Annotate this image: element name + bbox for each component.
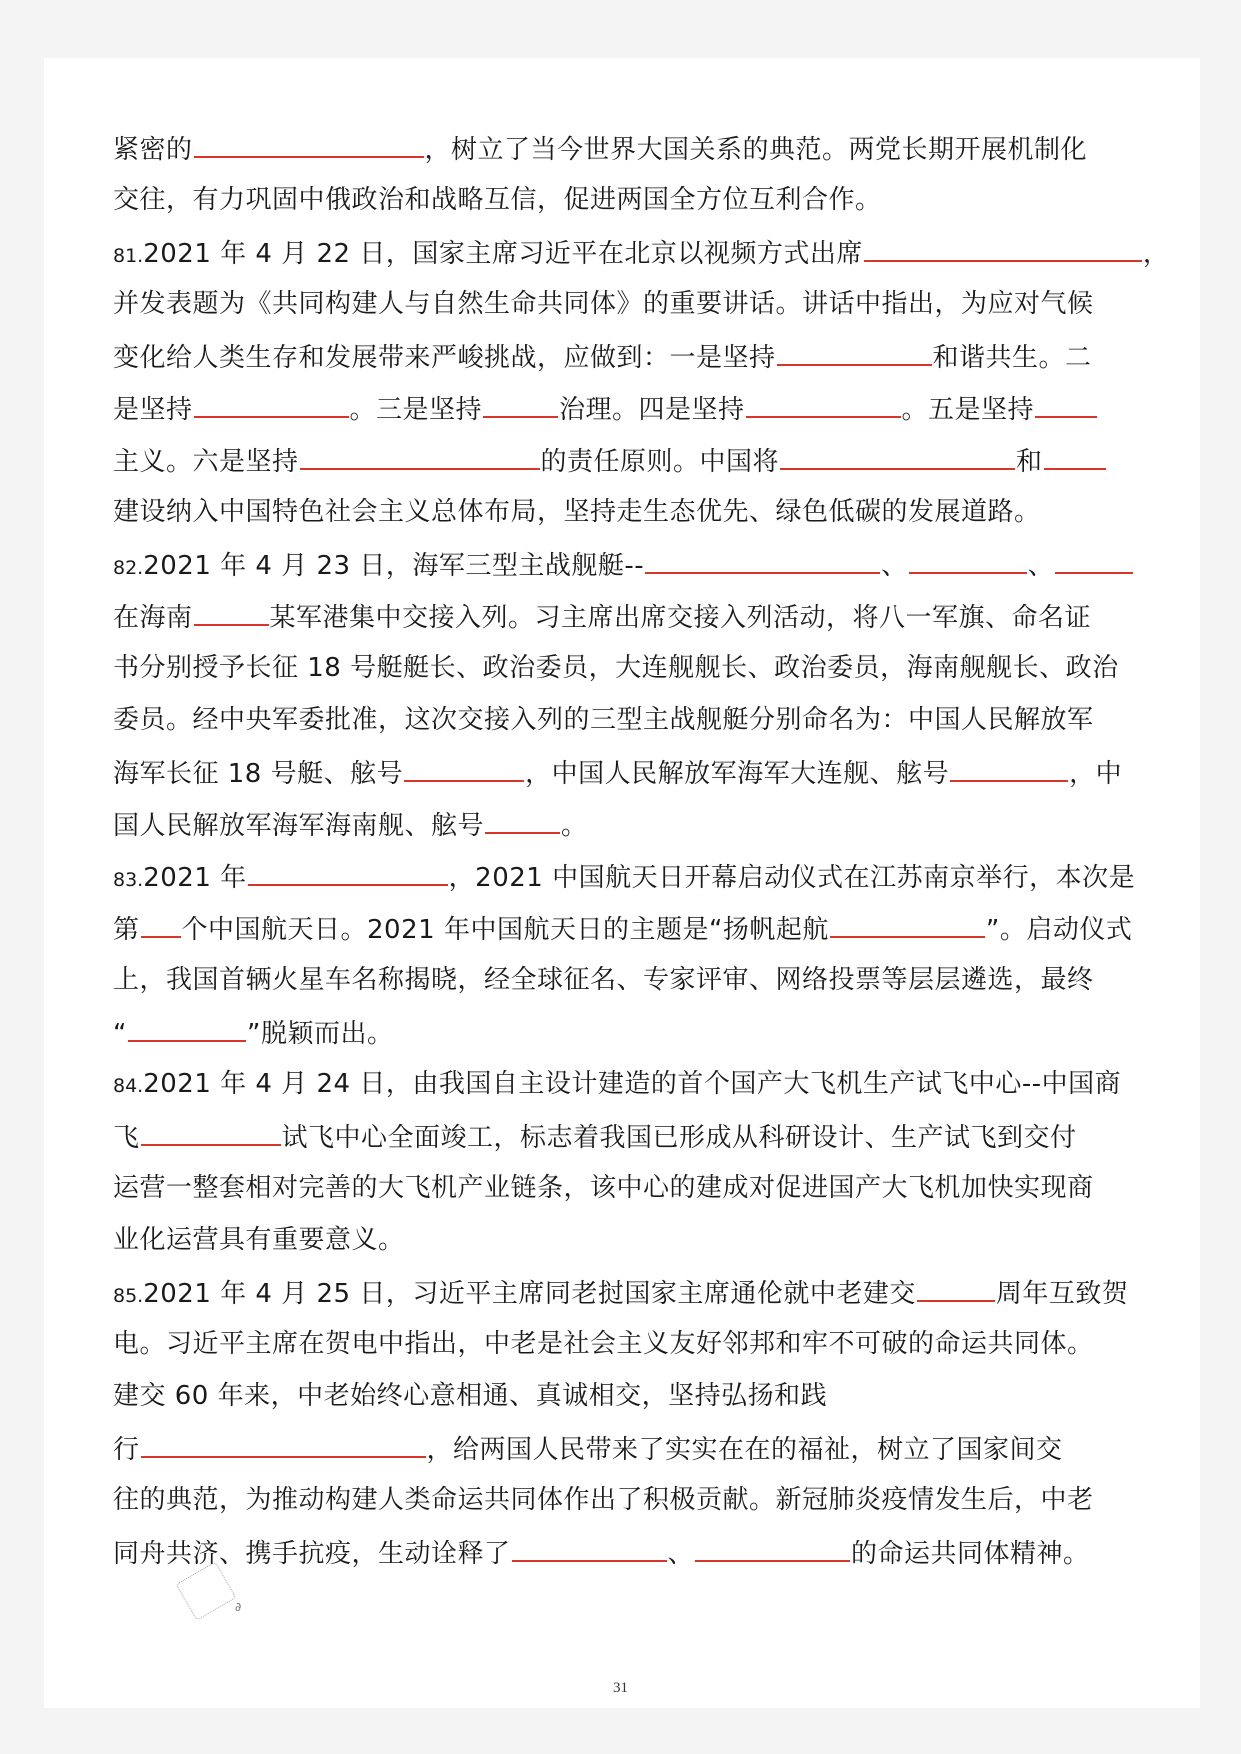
text-line (113, 1324, 1094, 1364)
text-line (113, 284, 1094, 324)
line-text: 交往，有力巩固中俄政治和战略互信，促进两国全方位互利合作。 (113, 185, 882, 215)
text-line (113, 180, 882, 220)
line-text: ”脱颖而出。 (246, 1019, 394, 1049)
line-text: 2021 年 4 月 23 日，海军三型主战舰艇-- (143, 551, 645, 581)
text-line (113, 960, 1094, 1000)
fill-in-blank[interactable] (909, 544, 1027, 574)
line-text: ，2021 中国航天日开幕启动仪式在江苏南京举行，本次是 (448, 863, 1136, 893)
text-line (113, 1168, 1094, 1208)
line-text: 变化给人类生存和发展带来严峻挑战，应做到：一是坚持 (113, 343, 776, 373)
fill-in-blank[interactable] (864, 232, 1142, 262)
line-text: “ (113, 1019, 127, 1049)
line-text: 往的典范，为推动构建人类命运共同体作出了积极贡献。新冠肺炎疫情发生后，中老 (113, 1485, 1094, 1515)
line-text: 运营一整套相对完善的大飞机产业链条，该中心的建成对促进国产大飞机加快实现商 (113, 1173, 1094, 1203)
text-line (113, 648, 1119, 688)
line-text: 上，我国首辆火星车名称揭晓，经全球征名、专家评审、网络投票等层层遴选，最终 (113, 965, 1094, 995)
line-text: 。 (561, 811, 588, 841)
text-line (113, 1272, 1128, 1312)
line-text: 。五是坚持 (901, 395, 1035, 425)
text-line (113, 1220, 405, 1260)
question-number: 81. (113, 245, 144, 267)
line-text: 业化运营具有重要意义。 (113, 1225, 405, 1255)
line-text: ，中 (1069, 759, 1123, 789)
line-text: 飞 (113, 1123, 140, 1153)
text-line (113, 856, 1135, 896)
line-text: 第 (113, 915, 140, 945)
fill-in-blank[interactable] (128, 1012, 246, 1042)
page-number: 31 (613, 1680, 628, 1696)
text-line (113, 1116, 1077, 1156)
text-line (113, 336, 1092, 376)
fill-in-blank[interactable] (1055, 544, 1133, 574)
text-line (113, 388, 1098, 428)
line-text: 2021 年 4 月 22 日，国家主席习近平在北京以视频方式出席 (143, 239, 863, 269)
fill-in-blank[interactable] (830, 908, 985, 938)
fill-in-blank[interactable] (483, 388, 558, 418)
text-line (113, 752, 1122, 792)
line-text: ，给两国人民带来了实实在在的福祉，树立了国家间交 (426, 1435, 1063, 1465)
line-text: 电。习近平主席在贺电中指出，中老是社会主义友好邻邦和牢不可破的命运共同体。 (113, 1329, 1094, 1359)
line-text: ，中国人民解放军海军大连舰、舷号 (525, 759, 950, 789)
line-text: 2021 年 4 月 24 日，由我国自主设计建造的首个国产大飞机生产试飞中心--中国商 (143, 1069, 1122, 1099)
line-text: 和谐共生。二 (932, 343, 1092, 373)
text-line (113, 1012, 393, 1052)
line-text: 建交 60 年来，中老始终心意相通、真诚相交，坚持弘扬和践 (113, 1381, 828, 1411)
fill-in-blank[interactable] (404, 752, 524, 782)
line-text: 书分别授予长征 18 号艇艇长、政治委员，大连舰舰长、政治委员，海南舰舰长、政治 (113, 653, 1119, 683)
stamp-tick-mark: ∂ (235, 1600, 242, 1614)
line-text: 并发表题为《共同构建人与自然生命共同体》的重要讲话。讲话中指出，为应对气候 (113, 289, 1094, 319)
line-text: 个中国航天日。2021 年中国航天日的主题是“扬帆起航 (181, 915, 829, 945)
line-text: 紧密的 (113, 135, 193, 165)
line-text: 国人民解放军海军海南舰、舷号 (113, 811, 485, 841)
line-text: 在海南 (113, 603, 193, 633)
text-line (113, 596, 1091, 636)
line-text: 试飞中心全面竣工，标志着我国已形成从科研设计、生产试飞到交付 (281, 1123, 1077, 1153)
line-text: 是坚持 (113, 395, 193, 425)
line-text: 、 (667, 1539, 695, 1569)
text-line (113, 492, 1041, 532)
fill-in-blank[interactable] (777, 336, 932, 366)
text-line (113, 544, 1134, 584)
fill-in-blank[interactable] (1035, 388, 1097, 418)
text-line (113, 1064, 1121, 1104)
line-text: 。三是坚持 (349, 395, 483, 425)
text-line (113, 908, 1132, 948)
line-text: ， (1142, 239, 1170, 269)
fill-in-blank[interactable] (917, 1272, 995, 1302)
fill-in-blank[interactable] (746, 388, 901, 418)
line-text: 2021 年 4 月 25 日，习近平主席同老挝国家主席通伦就中老建交 (143, 1279, 916, 1309)
line-text: 的责任原则。中国将 (540, 447, 780, 477)
fill-in-blank[interactable] (695, 1532, 850, 1562)
line-text: 建设纳入中国特色社会主义总体布局，坚持走生态优先、绿色低碳的发展道路。 (113, 497, 1041, 527)
text-line (113, 232, 1169, 272)
line-text: 主义。六是坚持 (113, 447, 299, 477)
fill-in-blank[interactable] (512, 1532, 667, 1562)
fill-in-blank[interactable] (950, 752, 1068, 782)
line-text: 和 (1016, 447, 1043, 477)
text-line (113, 1480, 1094, 1520)
fill-in-blank[interactable] (194, 128, 424, 158)
line-text: ”。启动仪式 (985, 915, 1133, 945)
text-line (113, 1428, 1063, 1468)
question-number: 84. (113, 1075, 144, 1097)
question-number: 82. (113, 557, 144, 579)
line-text: 、 (1027, 551, 1055, 581)
line-text: 行 (113, 1435, 140, 1465)
line-text: 海军长征 18 号艇、舷号 (113, 759, 404, 789)
question-number: 83. (113, 869, 144, 891)
text-line (113, 1532, 1090, 1572)
fill-in-blank[interactable] (141, 1116, 281, 1146)
line-text: 的命运共同体精神。 (851, 1539, 1090, 1569)
fill-in-blank[interactable] (645, 544, 880, 574)
text-line (113, 440, 1107, 480)
text-line (113, 700, 1094, 740)
line-text: 治理。四是坚持 (559, 395, 745, 425)
line-text: ，树立了当今世界大国关系的典范。两党长期开展机制化 (424, 135, 1088, 165)
fill-in-blank[interactable] (141, 1428, 426, 1458)
line-text: 同舟共济、携手抗疫，生动诠释了 (113, 1539, 511, 1569)
fill-in-blank[interactable] (194, 388, 349, 418)
line-text: 委员。经中央军委批准，这次交接入列的三型主战舰艇分别命名为：中国人民解放军 (113, 705, 1094, 735)
line-text: 某军港集中交接入列。习主席出席交接入列活动，将八一军旗、命名证 (269, 603, 1092, 633)
text-line (113, 804, 588, 844)
fill-in-blank[interactable] (780, 440, 1015, 470)
fill-in-blank[interactable] (300, 440, 540, 470)
text-line (113, 128, 1087, 168)
line-text: 、 (881, 551, 908, 581)
fill-in-blank[interactable] (194, 596, 269, 626)
fill-in-blank[interactable] (248, 856, 448, 886)
question-number: 85. (113, 1285, 144, 1307)
line-text: 周年互致贺 (995, 1279, 1129, 1309)
fill-in-blank[interactable] (141, 908, 181, 938)
line-text: 2021 年 (143, 863, 247, 893)
text-line (113, 1376, 827, 1416)
fill-in-blank[interactable] (1044, 440, 1106, 470)
fill-in-blank[interactable] (485, 804, 560, 834)
